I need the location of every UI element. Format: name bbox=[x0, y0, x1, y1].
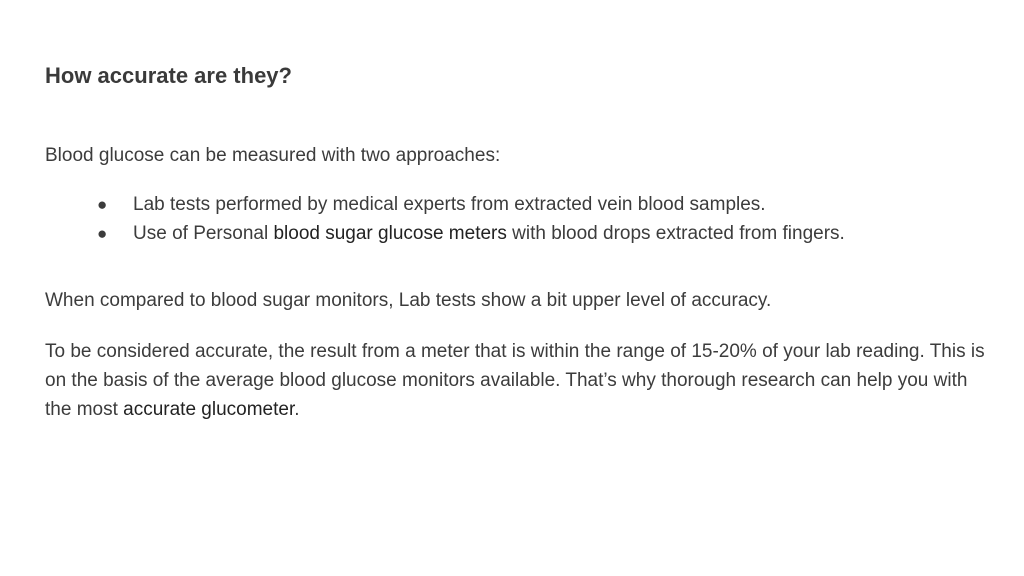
list-item-text-tail: with blood drops extracted from fingers. bbox=[506, 223, 845, 244]
list-item-text: Lab tests performed by medical experts from extracted vein blood samples. bbox=[133, 194, 766, 215]
list-item bbox=[45, 219, 845, 248]
list-item bbox=[45, 190, 845, 219]
approaches-list bbox=[45, 190, 845, 248]
accurate-glucometer-link[interactable]: accurate glucometer bbox=[123, 399, 295, 420]
bullet-icon: ● bbox=[97, 195, 108, 214]
paragraph-text: To be considered accurate, the result from a meter that is within the range of 15-20% of your lab reading. This is on the basis of the average blood glucose monitors available. That’s why thorough research can help you with the most bbox=[45, 341, 985, 420]
accuracy-range-paragraph bbox=[45, 337, 990, 424]
list-item-text: Use of Personal bbox=[133, 223, 274, 244]
bullet-icon: ● bbox=[97, 224, 108, 243]
accuracy-comparison-paragraph: When compared to blood sugar monitors, Lab tests show a bit upper level of accuracy. bbox=[45, 290, 772, 311]
glucose-meters-link[interactable]: blood sugar glucose meters bbox=[273, 223, 507, 244]
paragraph-text-tail: . bbox=[294, 399, 300, 420]
intro-paragraph: Blood glucose can be measured with two approaches: bbox=[45, 145, 501, 166]
document-page bbox=[45, 0, 990, 576]
page-title: How accurate are they? bbox=[45, 63, 292, 88]
